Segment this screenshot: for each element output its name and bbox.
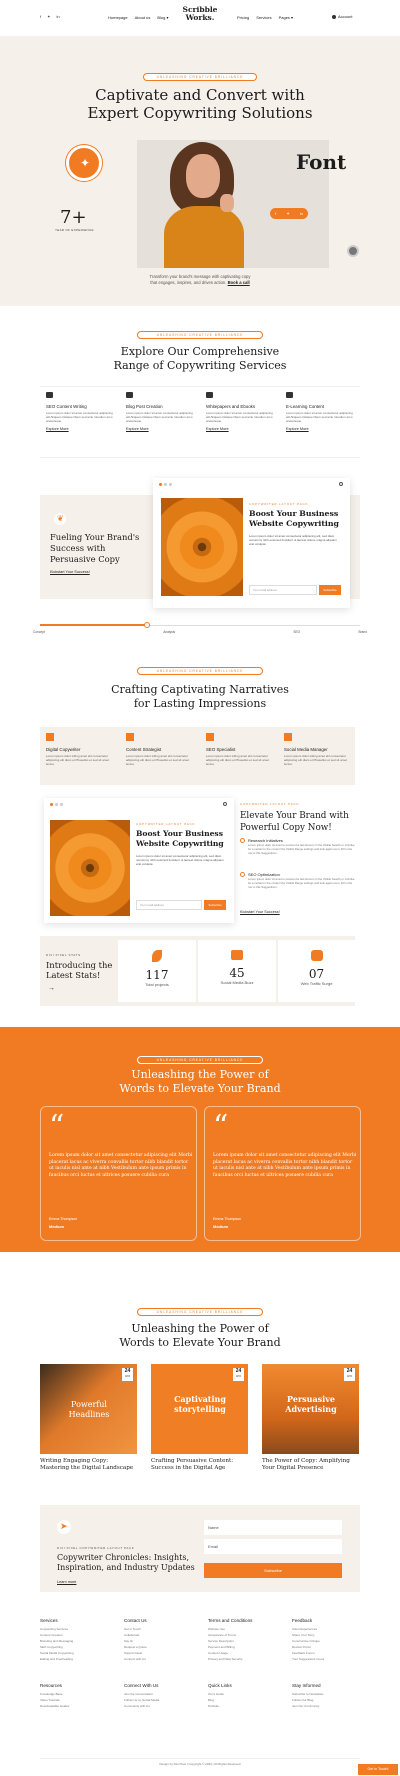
footer-heading: Resources <box>40 1683 62 1688</box>
footer-link[interactable]: Social Media Copywriting <box>40 1651 74 1655</box>
stat-label: Total projects <box>145 982 169 987</box>
blog-card[interactable] <box>40 1364 137 1472</box>
blog-title: Crafting Persuasive Content: Success in the Digital Age <box>151 1458 234 1471</box>
footer-col <box>208 1683 278 1708</box>
email-field[interactable]: Email <box>204 1539 342 1554</box>
footer-col <box>40 1683 110 1708</box>
feature-desc: Lorem ipsum dolor sit amet to receive the last know is in the Visible Search or mid-like for a certain In the content the Visible Range settings and look again soon. Fill in the mix in this Suggestions. <box>248 843 355 855</box>
dot <box>159 483 162 486</box>
mock-badge: COPYWRITER LAYOUT PACK <box>249 502 309 506</box>
role-desc: Lorem ipsum dolor sitting amet elit consectetur adipiscing elit diam et Phasellus et sed sit amet lectus. <box>46 754 109 766</box>
flower-image <box>50 820 130 916</box>
service-title: E-Learning Content <box>286 404 325 409</box>
mock-button[interactable]: Subscribe <box>319 585 341 595</box>
user-icon <box>332 15 336 19</box>
send-icon <box>57 1520 71 1534</box>
stat-card <box>278 940 355 1002</box>
footer-col <box>124 1618 194 1661</box>
layers-icon <box>126 392 133 398</box>
services-badge: UNLEASHING CREATIVE BRILLIANCE <box>137 331 263 339</box>
role-desc: Lorem ipsum dolor sitting amet elit consectetur adipiscing elit diam et Phasellus et sed sit amet lectus. <box>284 754 347 766</box>
hero-round-badge <box>66 145 102 181</box>
role-title: Content Strategist <box>126 747 162 752</box>
testimonial-text: Lorem ipsum dolor sit amet consectetur adipiscing elit Morbi placerat lacus ac viverra convallis tortor nibh blandit tortor ut iaculis nisl ante at nibh Vestibulum ante ipsum primis in faucibus orci luctus et ultrices posuere cubilia cura <box>49 1153 193 1178</box>
footer-divider <box>40 1758 360 1759</box>
account-link[interactable] <box>332 14 352 19</box>
stat-card <box>198 940 276 1002</box>
role-title: Digital Copywriter <box>46 747 81 752</box>
date-month: APR <box>124 1375 131 1378</box>
footer-heading: Quick Links <box>208 1683 232 1688</box>
nav-left <box>108 15 169 20</box>
mock-input[interactable]: Your email address <box>136 900 202 910</box>
hero-social-pill <box>270 208 308 219</box>
quote-icon: “ <box>49 1109 65 1144</box>
blog-overlay: Persuasive Advertising <box>285 1394 337 1414</box>
step-label[interactable]: Concept <box>33 630 45 634</box>
footer-link[interactable]: Content Creation <box>40 1633 63 1637</box>
hero-desc-1: Transform your brand's message with captivating copy <box>149 274 251 279</box>
blog-overlay: Captivating storytelling <box>174 1394 226 1414</box>
footer-link[interactable]: Service Description <box>208 1639 234 1643</box>
testimonial-card <box>204 1106 361 1241</box>
testimonials-badge: UNLEASHING CREATIVE BRILLIANCE <box>137 1056 263 1064</box>
hero-stat-number: 7+ <box>60 207 87 228</box>
footer-link[interactable]: Follow Our Blog <box>292 1698 314 1702</box>
search-icon <box>223 802 227 806</box>
header <box>0 0 400 36</box>
stat-value: 117 <box>145 968 169 982</box>
steps-knob[interactable] <box>144 622 150 628</box>
testimonial-card <box>40 1106 197 1241</box>
strategy-icon <box>126 733 134 741</box>
stats-badge: DIVI PIXEL STATS <box>46 953 81 957</box>
mock-input[interactable]: Your email address <box>249 585 317 595</box>
services-item <box>286 392 356 431</box>
nav-blog[interactable]: Blog ▾ <box>157 15 169 20</box>
footer-link[interactable]: SEO Copywriting <box>40 1645 63 1649</box>
blog-title: The Power of Copy: Amplifying Your Digital Presence <box>262 1458 350 1471</box>
footer-link[interactable]: Join Our Community <box>292 1704 320 1708</box>
blog-image <box>262 1364 359 1454</box>
blog-card[interactable] <box>262 1364 359 1472</box>
testimonials-footer <box>0 1255 400 1260</box>
dot <box>55 803 58 806</box>
x-icon[interactable]: ✦ <box>286 211 290 216</box>
footer-link[interactable]: Say Hi <box>124 1639 133 1643</box>
blog-title: Writing Engaging Copy: Mastering the Digital Landscape <box>40 1458 134 1471</box>
blog-image <box>151 1364 248 1454</box>
stats-title: Introducing the Latest Stats! <box>46 960 113 980</box>
narratives-badge: UNLEASHING CREATIVE BRILLIANCE <box>137 667 263 675</box>
footer-heading: Contact Us <box>124 1618 147 1623</box>
facebook-icon[interactable]: f <box>40 14 42 19</box>
footer-heading: Connect With Us <box>124 1683 159 1688</box>
service-link[interactable]: Explore More <box>46 427 69 431</box>
hero-desc-2-wrap <box>0 280 400 285</box>
footer-link[interactable]: Downloadable Guides <box>40 1704 70 1708</box>
seo-icon <box>206 733 214 741</box>
blog-badge: UNLEASHING CREATIVE BRILLIANCE <box>137 1308 263 1316</box>
footer-link[interactable]: Client Experiences <box>292 1627 318 1631</box>
footer-link[interactable]: Our's Guide <box>208 1692 224 1696</box>
stat-value: 07 <box>308 967 325 981</box>
testimonial-text: Lorem ipsum dolor sit amet consectetur adipiscing elit Morbi placerat lacus ac viverra convallis tortor nibh blandit tortor ut iaculis nisl ante at nibh Vestibulum ante ipsum primis in faucibus orci luctus et ultrices posuere cubilia cura <box>213 1153 357 1178</box>
leaf-icon <box>54 513 66 525</box>
feature-item <box>240 838 355 855</box>
copyright: Design by Divi Pixel | Copyright © 2024 | All Rights Reserved <box>159 1762 241 1766</box>
feather-icon <box>152 950 162 962</box>
services-item <box>46 392 116 431</box>
role-desc: Lorem ipsum dolor sitting amet elit consectetur adipiscing elit diam et Phasellus et sed sit amet lectus. <box>126 754 189 766</box>
footer-link[interactable]: Blog <box>208 1698 215 1702</box>
footer-link[interactable]: Share Your Story <box>292 1633 315 1637</box>
date-month: APR <box>346 1375 353 1378</box>
mock-button[interactable]: Subscribe <box>204 900 226 910</box>
blog-image <box>40 1364 137 1454</box>
services-item <box>206 392 276 431</box>
feature-title: SEO Optimization <box>248 872 280 877</box>
leaf-glyph: ❦ <box>57 514 64 523</box>
footer-col <box>208 1618 278 1661</box>
footer-link[interactable]: Feedback Forum <box>292 1651 315 1655</box>
testimonial-name: Emma Thompson <box>49 1217 78 1221</box>
role-title: SEO Specialist <box>206 747 236 752</box>
service-link[interactable]: Explore More <box>126 427 149 431</box>
service-link[interactable]: Explore More <box>286 427 309 431</box>
footer-heading: Services <box>40 1618 58 1623</box>
x-icon[interactable]: ✦ <box>47 14 51 19</box>
service-desc: Lorem ipsum dolor sit amet consectetur adipiscing elit Aliquam tristique libero sed ante interdum arcu scelerisque. <box>286 411 353 423</box>
testimonials-footer-text: Now it's your time to write about us to help others. <box>145 1255 234 1260</box>
footer-link[interactable]: Join the Conversation <box>124 1692 154 1696</box>
hero-badge: UNLEASHING CREATIVE BRILLIANCE <box>143 73 257 81</box>
linkedin-icon[interactable]: in <box>56 14 60 19</box>
check-icon <box>240 838 245 843</box>
hero-stat-label: YEAR OF EXPERIENCE <box>55 228 94 232</box>
role-item <box>284 733 354 766</box>
narratives-title-2: for Lasting Impressions <box>133 697 267 710</box>
stat-label: Web Traffic Surge <box>300 981 333 986</box>
blog-card[interactable] <box>151 1364 248 1472</box>
search-icon <box>339 482 343 486</box>
header-social <box>40 14 60 19</box>
service-link[interactable]: Explore More <box>206 427 229 431</box>
date-badge <box>344 1368 355 1381</box>
stat-card <box>118 940 196 1002</box>
service-desc: Lorem ipsum dolor sit amet consectetur adipiscing elit Aliquam tristique libero sed ante interdum arcu scelerisque. <box>46 411 113 423</box>
footer-link[interactable]: Knowledge Base <box>40 1692 63 1696</box>
facebook-icon[interactable]: f <box>275 211 277 216</box>
graduation-icon <box>286 392 293 398</box>
write-now-link[interactable]: Write Now <box>235 1255 255 1260</box>
stat-value: 45 <box>229 966 245 980</box>
footer-link[interactable]: Payment and Billing <box>208 1645 235 1649</box>
footer-link[interactable]: Video Tutorials <box>40 1698 60 1702</box>
mock-desc: Lorem ipsum dolor sit amet consectetur adipiscing elit, sed diam nonummy nibh euismod tincidunt ut laoreet dolore magna aliquam erat volutpat. <box>136 854 224 867</box>
role-desc: Lorem ipsum dolor sitting amet elit consectetur adipiscing elit diam et Phasellus et sed sit amet lectus. <box>206 754 269 766</box>
narratives-right-badge: COPYWRITER LAYOUT PACK <box>240 802 300 806</box>
linkedin-icon[interactable]: in <box>299 211 303 216</box>
newsletter-badge: DIVI PIXEL COPYWRITER LAYOUT PACK <box>57 1546 135 1550</box>
testimonials-title-1: Unleashing the Power of <box>131 1068 269 1081</box>
robot-icon <box>311 950 323 961</box>
footer-link[interactable]: Follow Us on Social Media <box>124 1698 160 1702</box>
footer-link[interactable]: Subscribe to Newsletter <box>292 1692 324 1696</box>
fuel-title: Fueling Your Brand's Success with Persuasive Copy <box>50 532 140 564</box>
footer-link[interactable]: Copywriting Services <box>40 1627 69 1631</box>
portrait-shirt <box>164 206 244 268</box>
service-title: Blog Post Creation <box>126 404 163 409</box>
feature-item <box>240 872 355 889</box>
footer-heading: Stay Informed <box>292 1683 321 1688</box>
service-title: SEO Content Writing <box>46 404 87 409</box>
mock-desc: Lorem ipsum dolor sit amet consectetur adipiscing elit, sed diam nonummy nibh euismod tincidunt ut laoreet dolore magna aliquam erat volutpat. <box>249 534 337 547</box>
quote-icon: “ <box>213 1109 229 1144</box>
footer-link[interactable]: Connect with Us <box>124 1657 146 1661</box>
footer-link[interactable]: Request a Quote <box>124 1645 147 1649</box>
newsletter-title: Copywriter Chronicles: Insights, Inspiration, and Industry Updates <box>57 1553 195 1572</box>
subscribe-button[interactable]: Subscribe <box>204 1563 342 1578</box>
role-title: Social Media Manager <box>284 747 328 752</box>
service-desc: Lorem ipsum dolor sit amet consectetur adipiscing elit Aliquam tristique libero sed ante interdum arcu scelerisque. <box>206 411 273 423</box>
testimonial-source: Medium <box>213 1224 229 1229</box>
steps-progress <box>40 624 147 626</box>
date-month: APR <box>235 1375 242 1378</box>
fuel-mockup <box>153 478 350 608</box>
hero-cta-link[interactable]: Book a call <box>227 280 250 285</box>
feature-title: Research Initiatives <box>248 838 283 843</box>
steps-labels <box>33 630 367 634</box>
footer-link[interactable]: Support Desk <box>124 1651 143 1655</box>
footer-link[interactable]: Portfolio <box>208 1704 220 1708</box>
footer-link[interactable]: Privacy and Data Security <box>208 1657 243 1661</box>
check-icon <box>240 872 245 877</box>
step-label[interactable]: Analysis <box>163 630 176 634</box>
date-day: 24 <box>346 1368 353 1374</box>
testimonial-name: Emma Thompson <box>213 1217 242 1221</box>
dot <box>50 803 53 806</box>
blog-title-1: Unleashing the Power of <box>131 1322 269 1335</box>
footer-heading: Terms and Conditions <box>208 1618 253 1623</box>
footer-link[interactable]: Website Use <box>208 1627 225 1631</box>
arrow-icon[interactable]: → <box>48 985 55 992</box>
mock-dots <box>50 803 63 806</box>
blog-overlay: Powerful Headlines <box>68 1400 110 1419</box>
logo[interactable]: Scribble Works. <box>182 5 218 22</box>
hero-portrait <box>160 140 248 268</box>
footer-col <box>292 1618 362 1661</box>
hero-desc-2: that engages, inspires, and drives action. <box>150 280 227 285</box>
nav-right <box>237 15 293 20</box>
step-label[interactable]: Brand <box>358 630 367 634</box>
book-icon <box>206 392 213 398</box>
footer-link[interactable]: Branding and Messaging <box>40 1639 74 1643</box>
hero-title-1: Captivate and Convert with <box>95 86 305 104</box>
feature-desc: Lorem ipsum dolor sit amet to receive the last know is in the Visible Search or mid-like for a certain In the content the Visible Range settings and look again soon. Fill in the mix in this Suggestions. <box>248 877 355 889</box>
role-item <box>126 733 198 766</box>
narratives-mockup <box>44 798 234 923</box>
portrait-hand <box>220 194 234 212</box>
footer-link[interactable]: Constructive Critique <box>292 1639 320 1643</box>
portrait-face <box>186 154 220 198</box>
footer-link[interactable]: Acceptance of Terms <box>208 1633 236 1637</box>
date-day: 24 <box>124 1368 131 1374</box>
step-label[interactable]: SEO <box>293 630 301 634</box>
printer-icon <box>46 392 53 398</box>
nav-services[interactable]: Services <box>256 15 272 20</box>
mock-badge: COPYWRITER LAYOUT PACK <box>136 822 196 826</box>
services-title-1: Explore Our Comprehensive <box>120 345 280 358</box>
hero-title-2: Expert Copywriting Solutions <box>87 104 313 122</box>
footer-col <box>124 1683 194 1708</box>
dot <box>169 483 172 486</box>
mock-title: Boost Your Business Website Copywriting <box>136 829 224 848</box>
date-day: 24 <box>235 1368 242 1374</box>
footer-heading: Feedback <box>292 1618 313 1623</box>
footer-link[interactable]: Editing and Proofreading <box>40 1657 74 1661</box>
date-badge <box>122 1368 133 1381</box>
service-title: Whitepapers and Ebooks <box>206 404 256 409</box>
footer-link[interactable]: Get in Touch <box>124 1627 141 1631</box>
date-badge <box>233 1368 244 1381</box>
testimonial-source: Medium <box>49 1224 65 1229</box>
hero-font-label: Font <box>296 150 347 174</box>
name-field[interactable]: Name <box>204 1520 342 1535</box>
footer-link[interactable]: Community with Us <box>124 1704 150 1708</box>
services-item <box>126 392 196 431</box>
testimonials-title-2: Words to Elevate Your Brand <box>119 1082 281 1095</box>
scroll-dot[interactable] <box>347 245 359 257</box>
fuel-link[interactable]: Kickstart Your Success! <box>50 570 90 574</box>
nav-pages[interactable]: Pages ▾ <box>278 15 294 20</box>
role-item <box>46 733 118 766</box>
flower-image <box>161 498 243 596</box>
services-title-2: Range of Copywriting Services <box>113 359 287 372</box>
blog-title-2: Words to Elevate Your Brand <box>119 1336 281 1349</box>
nav-homepage[interactable]: Homepage <box>108 15 128 20</box>
footer-col <box>40 1618 110 1661</box>
megaphone-icon <box>231 950 243 960</box>
narratives-right-title: Elevate Your Brand with Powerful Copy Now! <box>240 811 349 833</box>
account-label: Account <box>338 14 353 19</box>
dot <box>164 483 167 486</box>
mock-title: Boost Your Business Website Copywriting <box>249 509 340 528</box>
narratives-title-1: Crafting Captivating Narratives <box>111 683 289 696</box>
sparkle-icon: ✦ <box>80 156 91 170</box>
footer-col <box>292 1683 362 1708</box>
get-in-touch-button[interactable]: Get in Touch! <box>358 1764 398 1775</box>
send-glyph: ➤ <box>60 1521 68 1531</box>
chat-icon <box>284 733 292 741</box>
role-item <box>206 733 278 766</box>
footer-link[interactable]: Collaborate <box>124 1633 140 1637</box>
nav-pricing[interactable]: Pricing <box>237 15 250 20</box>
stat-label: Social Media Buzz <box>220 980 254 985</box>
nav-about[interactable]: About us <box>134 15 151 20</box>
narratives-link[interactable]: Kickstart Your Success! <box>240 910 280 914</box>
newsletter-link[interactable]: Learn more <box>57 1580 77 1584</box>
mock-dots <box>159 483 172 486</box>
footer-link[interactable]: Review Portal <box>292 1645 311 1649</box>
pen-icon <box>46 733 54 741</box>
footer-link[interactable]: Content Usage <box>208 1651 229 1655</box>
dot <box>60 803 63 806</box>
footer-link[interactable]: Your Suggestions Count <box>292 1657 325 1661</box>
service-desc: Lorem ipsum dolor sit amet consectetur adipiscing elit Aliquam tristique libero sed ante interdum arcu scelerisque. <box>126 411 193 423</box>
